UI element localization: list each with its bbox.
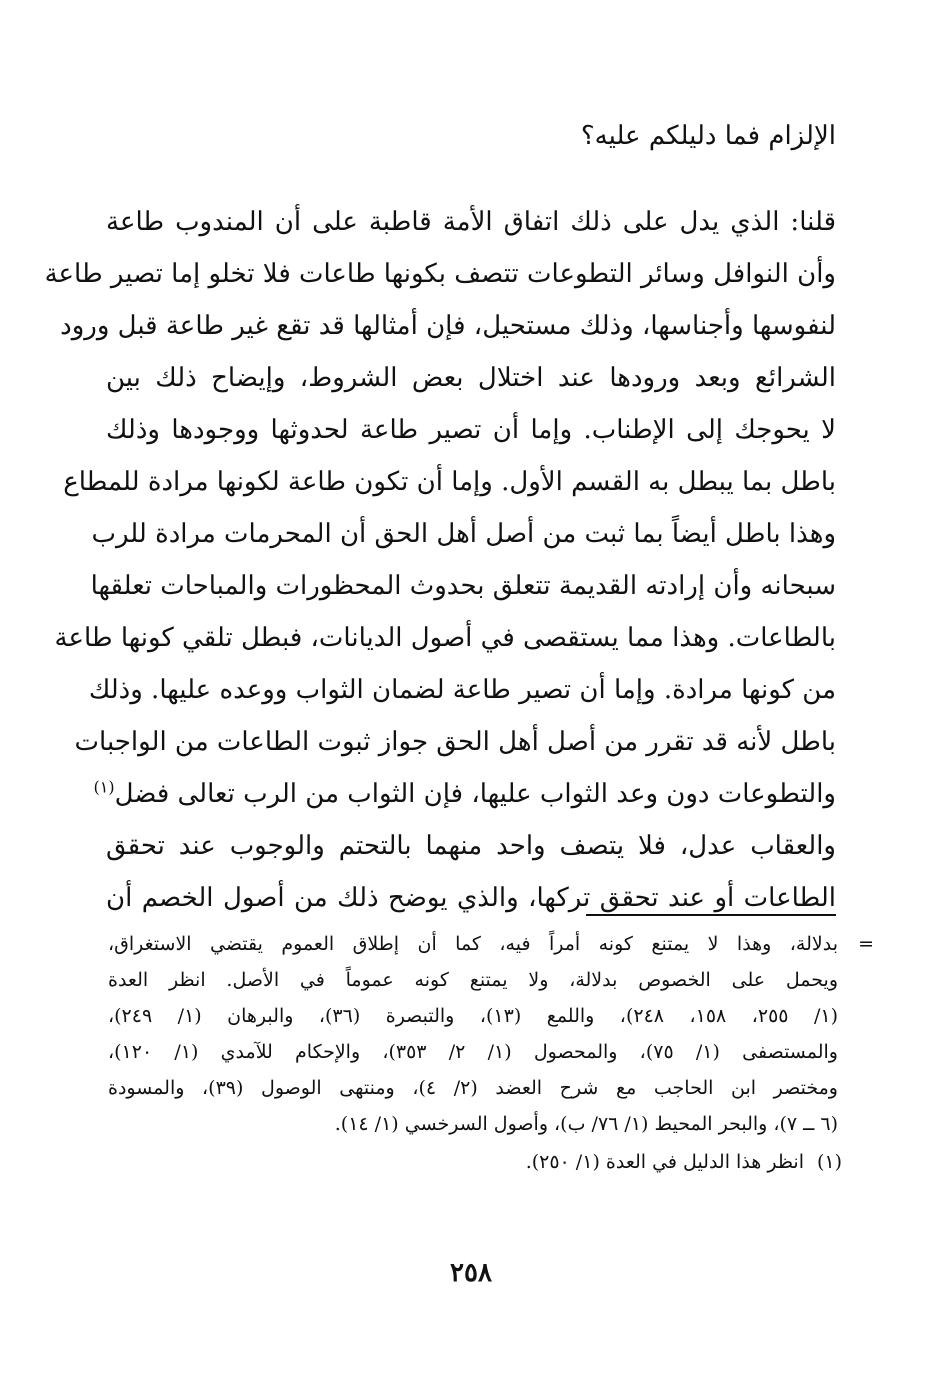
page-number: ٢٥٨ (450, 1258, 492, 1288)
body-line-6: لا يحوجك إلى الإطناب. وإما أن تصير طاعة لحدوثها ووجودها وذلك (106, 415, 836, 445)
footnote-1-marker: (١) (816, 1151, 842, 1173)
body-line-8: وهذا باطل أيضاً بما ثبت من أصل أهل الحق أن المحرمات مرادة للرب (91, 519, 836, 549)
footnote-continuation-marker: = (858, 933, 874, 955)
body-line-7: باطل بما يبطل به القسم الأول. وإما أن تكون طاعة لكونها مرادة للمطاع (63, 467, 836, 497)
footnote-line-1: بدلالة، وهذا لا يمتنع كونه أمراً فيه، كما أن إطلاق العموم يقتضي الاستغراق، (108, 933, 838, 955)
footnote-1-text: انظر هذا الدليل في العدة (١/ ٢٥٠). (525, 1151, 804, 1173)
body-line-11: من كونها مرادة. وإما أن تصير طاعة لضمان الثواب ووعده عليها. وذلك (88, 675, 836, 705)
footnote-line-4: والمستصفى (١/ ٧٥)، والمحصول (١/ ٢/ ٣٥٣)، والإحكام للآمدي (١/ ١٢٠)، (108, 1041, 838, 1063)
body-line-4: لنفوسها وأجناسها، وذلك مستحيل، فإن أمثالها قد تقع غير طاعة قبل ورود (60, 311, 836, 341)
footnote-reference: (١) (93, 777, 115, 797)
body-line-15: الطاعات أو عند تحقق تركها، والذي يوضح ذلك من أصول الخصم أن (106, 883, 836, 913)
body-line-10: بالطاعات. وهذا مما يستقصى في أصول الديانات، فبطل تلقي كونها طاعة (54, 623, 836, 653)
body-line-12: باطل لأنه قد تقرر من أصل أهل الحق جواز ثبوت الطاعات من الواجبات (74, 727, 836, 757)
body-line-13-text: والتطوعات دون وعد الثواب عليها، فإن الثواب من الرب تعالى فضل (114, 779, 836, 809)
footnote-line-2: ويحمل على الخصوص بدلالة، ولا يمتنع كونه عموماً في الأصل. انظر العدة (108, 969, 838, 991)
body-line-5: الشرائع وبعد ورودها عند اختلال بعض الشروط، وإيضاح ذلك بين (106, 363, 836, 393)
body-line-13 (93, 768, 836, 820)
body-line-2: قلنا: الذي يدل على ذلك اتفاق الأمة قاطبة على أن المندوب طاعة (106, 207, 836, 237)
body-line-3: وأن النوافل وسائر التطوعات تتصف بكونها طاعات فلا تخلو إما تصير طاعة (44, 259, 836, 289)
footnote-line-6: (٦ ــ ٧)، والبحر المحيط (١/ ٧٦/ ب)، وأصول السرخسي (١/ ١٤). (334, 1113, 838, 1135)
body-line-14: والعقاب عدل، فلا يتصف واحد منهما بالتحتم والوجوب عند تحقق (106, 831, 836, 861)
body-line-9: سبحانه وأن إرادته القديمة تتعلق بحدوث المحظورات والمباحات تعلقها (90, 571, 836, 601)
footnote-line-5: ومختصر ابن الحاجب مع شرح العضد (٢/ ٤)، ومنتهى الوصول (٣٩)، والمسودة (108, 1077, 838, 1099)
footnote-separator (586, 914, 836, 916)
body-line-1: الإلزام فما دليلكم عليه؟ (580, 121, 836, 151)
footnote-line-3: (١/ ٢٥٥، ١٥٨، ٢٤٨)، واللمع (١٣)، والتبصرة (٣٦)، والبرهان (١/ ٢٤٩)، (108, 1005, 839, 1027)
